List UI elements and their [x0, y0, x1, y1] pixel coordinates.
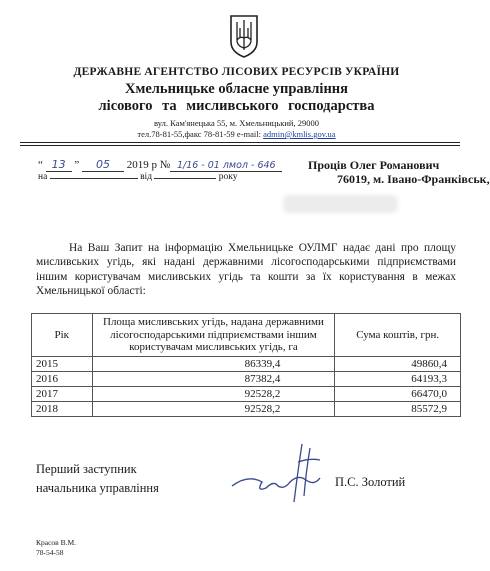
signatory-name: П.С. Золотий	[335, 475, 406, 489]
outgoing-month: 05	[82, 158, 124, 172]
org-address: вул. Кам'янецька 55, м. Хмельницький, 29000	[154, 118, 319, 128]
cell-area: 92528,2	[92, 402, 335, 417]
cell-year: 2017	[32, 387, 93, 402]
cell-year: 2016	[32, 372, 93, 387]
cell-sum: 64193,3	[335, 372, 461, 387]
contacts-prefix: тел.78-81-55,факс 78-81-59 e-mail:	[137, 129, 264, 139]
outgoing-number: 1/16 - 01 лмол - 646	[170, 160, 282, 172]
org-name-line1: Хмельницьке обласне управління	[124, 81, 349, 97]
cell-area: 92528,2	[92, 387, 335, 402]
cell-sum: 85572,9	[335, 402, 461, 417]
cell-area: 86339,4	[92, 357, 335, 372]
position-line1: Перший заступник	[36, 462, 137, 476]
table-row	[32, 402, 461, 417]
incoming-reference-line: на від року	[38, 172, 238, 182]
header-area: Площа мисливських угідь, надана державними лісогосподарськими підприємствами іншим користувачам мисливських угідь, га	[92, 314, 335, 357]
body-paragraph: На Ваш Запит на інформацію Хмельницьке ОУЛМГ надає дані про площу мисливських угідь, які надані державними лісогосподарськими підприємствами іншим користувачам мисливських угідь та кошти за їх користування в межах Хмельницької області:	[36, 242, 456, 297]
outgoing-reference-line: “ 13 ” 05 2019 р № 1/16 - 01 лмол - 646	[38, 158, 282, 172]
cell-year: 2018	[32, 402, 93, 417]
org-name-line2: лісового та мисливського господарства	[98, 98, 375, 114]
agency-name: ДЕРЖАВНЕ АГЕНТСТВО ЛІСОВИХ РЕСУРСІВ УКРАЇНИ	[73, 66, 400, 78]
handwritten-signature	[228, 440, 338, 510]
header-sum: Сума коштів, грн.	[335, 314, 461, 357]
signatory-position	[36, 460, 159, 498]
cell-year: 2015	[32, 357, 93, 372]
cell-sum: 66470,0	[335, 387, 461, 402]
executor-info	[36, 538, 76, 558]
cell-sum: 49860,4	[335, 357, 461, 372]
table-row	[32, 357, 461, 372]
email-link[interactable]: admin@kmlis.gov.ua	[263, 129, 336, 139]
recipient-name: Проців Олег Романович	[308, 158, 440, 172]
outgoing-day: 13	[46, 158, 72, 172]
org-contacts	[0, 129, 473, 139]
outgoing-year: 2019 р №	[126, 159, 171, 171]
header-rule-thin	[20, 145, 460, 146]
cell-area: 87382,4	[92, 372, 335, 387]
table-row	[32, 372, 461, 387]
redacted-address	[283, 195, 398, 213]
position-line2: начальника управління	[36, 481, 159, 495]
executor-phone: 78-54-58	[36, 548, 64, 557]
table-header-row	[32, 314, 461, 357]
header-year: Рік	[32, 314, 93, 357]
coat-of-arms-icon	[229, 14, 259, 58]
hunting-grounds-table	[31, 313, 461, 417]
executor-name: Красов В.М.	[36, 538, 76, 547]
header-rule	[20, 142, 460, 143]
table-row	[32, 387, 461, 402]
recipient-address: 76019, м. Івано-Франківськ,	[337, 172, 490, 186]
